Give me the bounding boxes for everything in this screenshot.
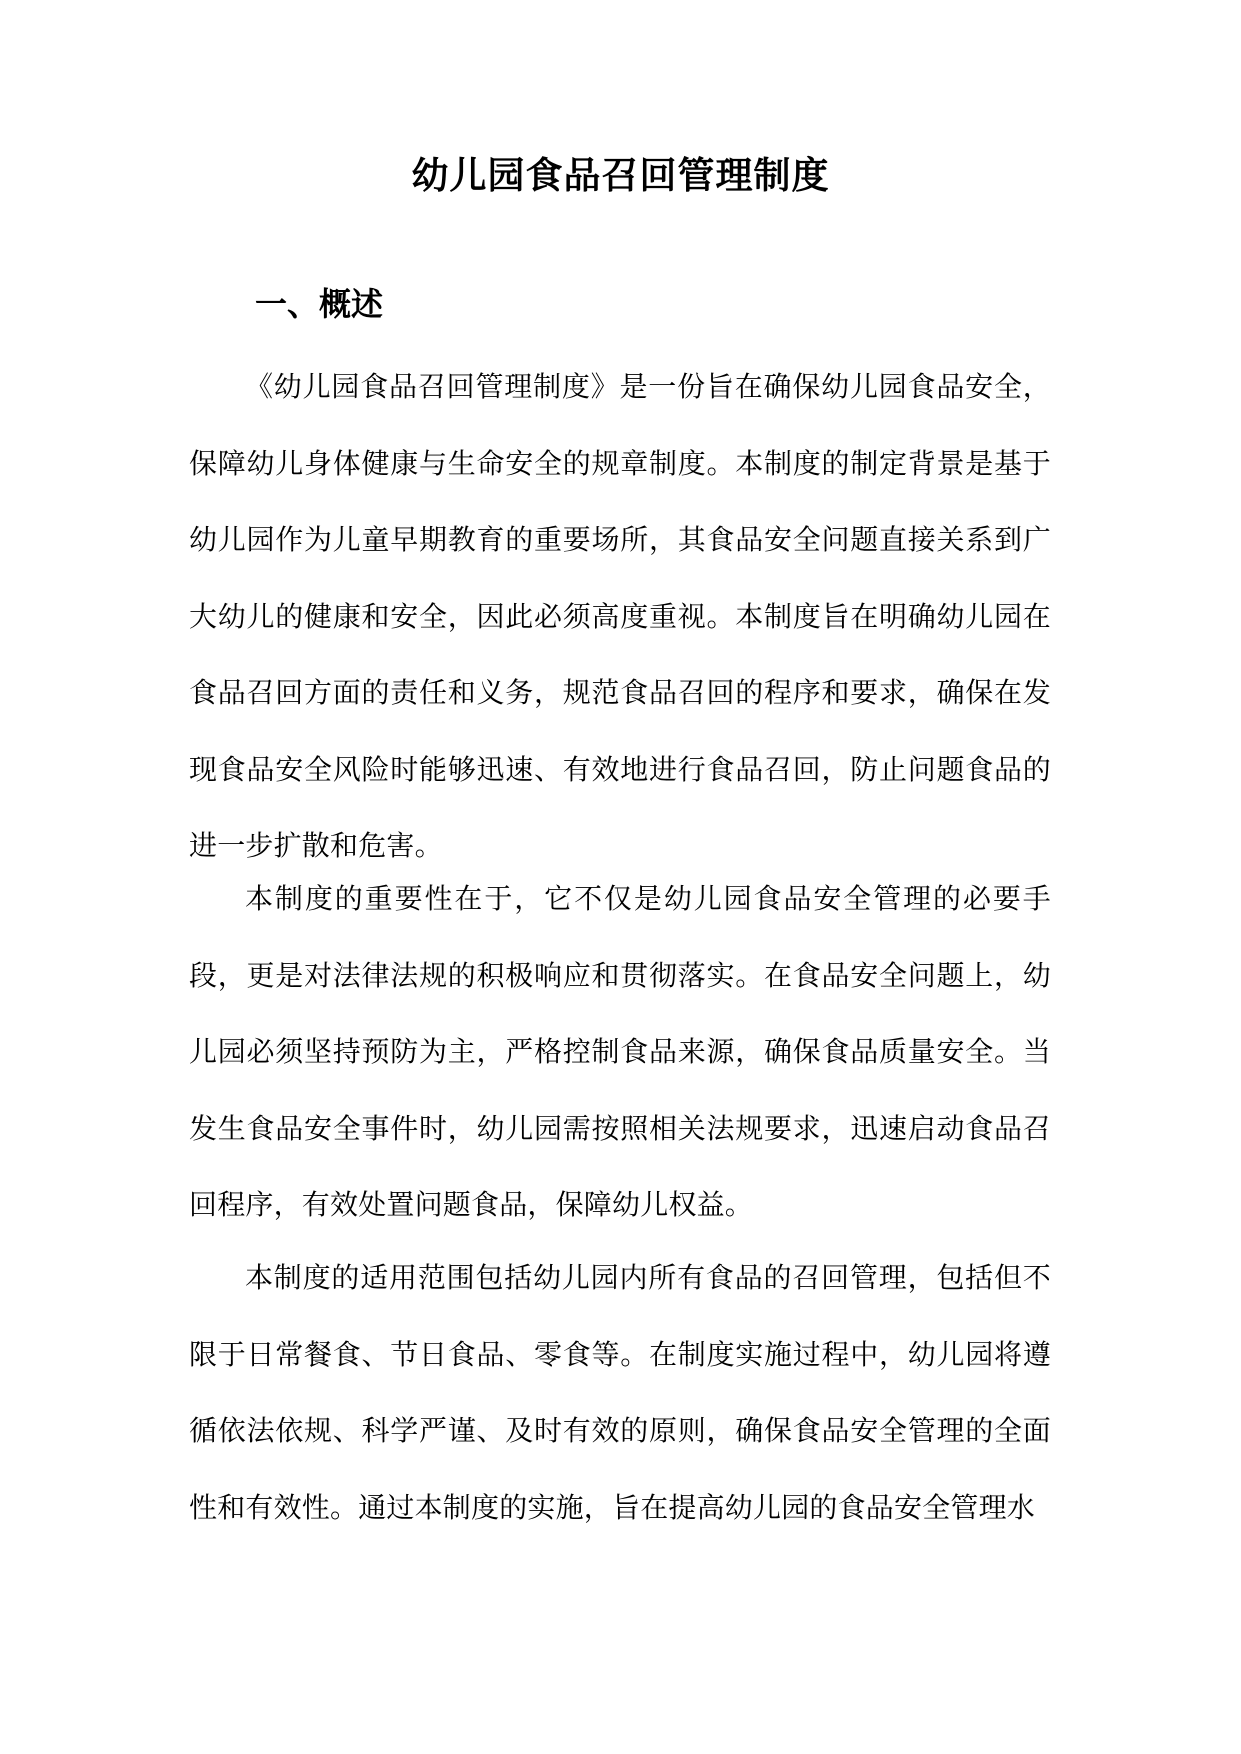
- paragraph-3: 本制度的适用范围包括幼儿园内所有食品的召回管理，包括但不限于日常餐食、节日食品、零食等。在制度实施过程中，幼儿园将遵循依法依规、科学严谨、及时有效的原则，确保食品安全管理的全面性和有效性。通过本制度的实施，旨在提高幼儿园的食品安全管理水: [189, 1261, 1051, 1524]
- paragraph-1: 《幼儿园食品召回管理制度》是一份旨在确保幼儿园食品安全，保障幼儿身体健康与生命安全的规章制度。本制度的制定背景是基于幼儿园作为儿童早期教育的重要场所，其食品安全问题直接关系到广大幼儿的健康和安全，因此必须高度重视。本制度旨在明确幼儿园在食品召回方面的责任和义务，规范食品召回的程序和要求，确保在发现食品安全风险时能够迅速、有效地进行食品召回，防止问题食品的进一步扩散和危害。: [189, 370, 1051, 862]
- paragraph-2: 本制度的重要性在于，它不仅是幼儿园食品安全管理的必要手段，更是对法律法规的积极响应和贯彻落实。在食品安全问题上，幼儿园必须坚持预防为主，严格控制食品来源，确保食品质量安全。当发生食品安全事件时，幼儿园需按照相关法规要求，迅速启动食品召回程序，有效处置问题食品，保障幼儿权益。: [189, 882, 1051, 1221]
- section-heading-overview: 一、概述: [255, 285, 384, 323]
- document-title: 幼儿园食品召回管理制度: [411, 153, 830, 197]
